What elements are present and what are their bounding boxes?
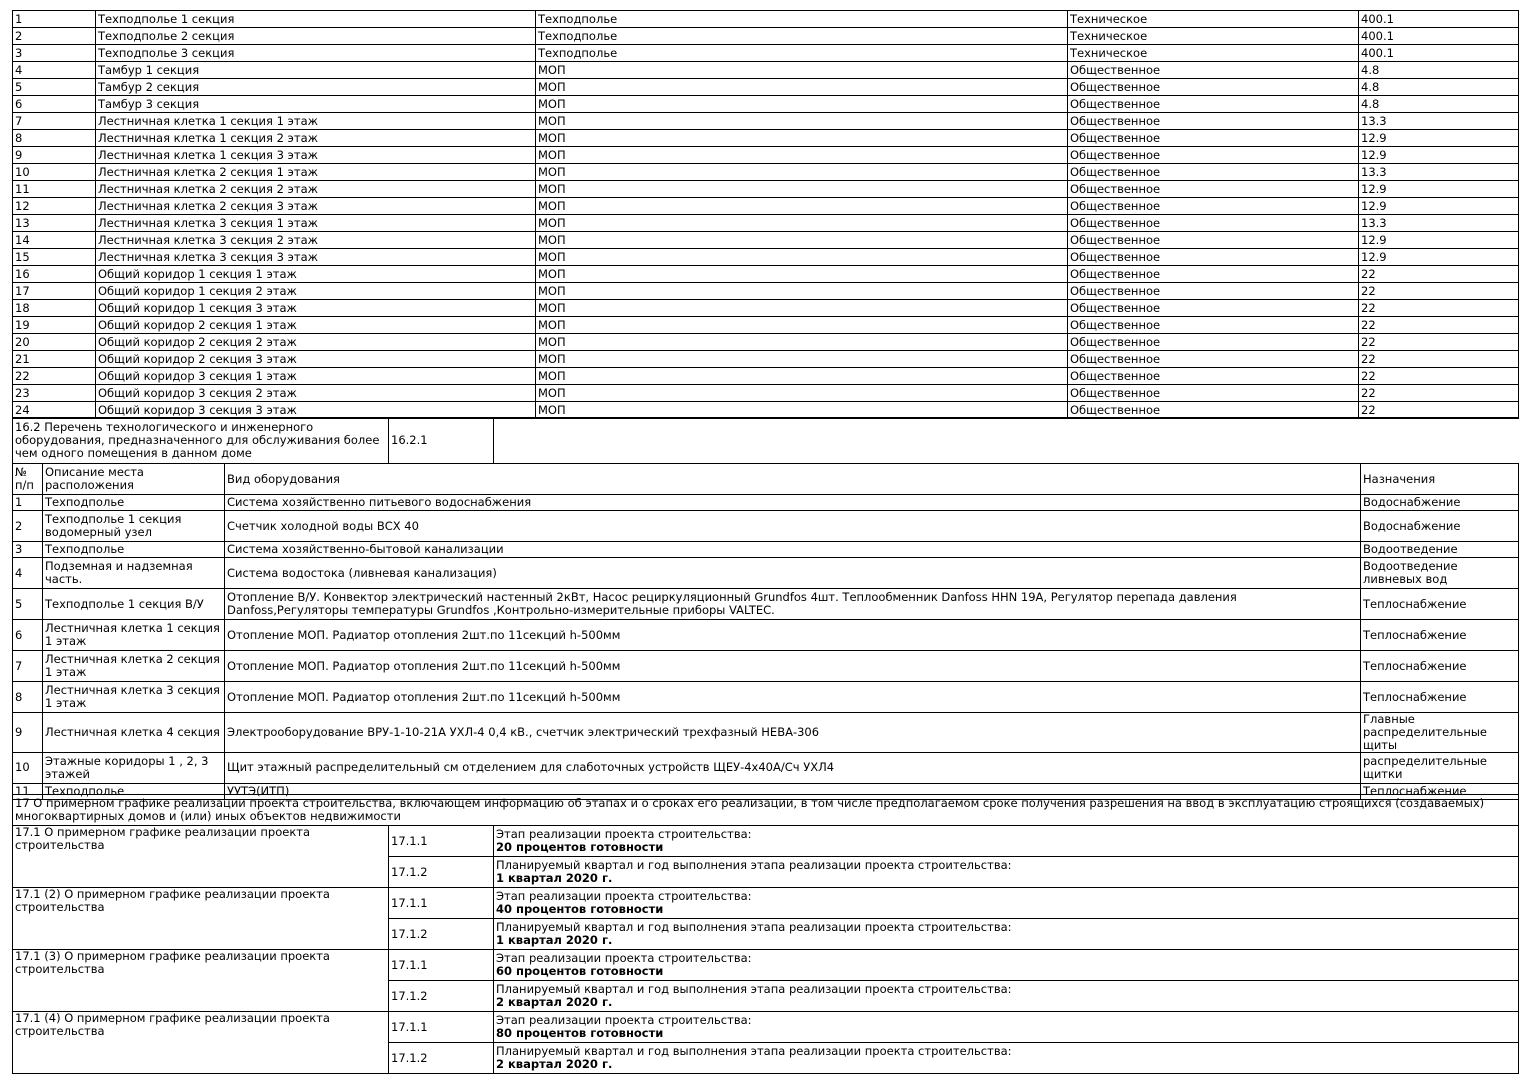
- room-area: 4.8: [1359, 62, 1519, 79]
- room-name: Тамбур 3 секция: [96, 96, 536, 113]
- room-number: 2: [13, 28, 96, 45]
- table-row: [13, 79, 1519, 96]
- schedule-table-body: [13, 826, 1519, 1074]
- room-category: Общественное: [1068, 368, 1359, 385]
- equipment-type: Электрооборудование ВРУ-1-10-21А УХЛ-4 0,4 кВ., счетчик электрический трехфазный НЕВА-306: [225, 713, 1361, 753]
- room-category: Общественное: [1068, 198, 1359, 215]
- room-area: 400.1: [1359, 45, 1519, 62]
- equipment-type: Отопление МОП. Радиатор отопления 2шт.по 11секций h-500мм: [225, 682, 1361, 713]
- room-area: 22: [1359, 334, 1519, 351]
- room-number: 19: [13, 317, 96, 334]
- room-name: Общий коридор 1 секция 1 этаж: [96, 266, 536, 283]
- room-type: Техподполье: [536, 28, 1068, 45]
- room-category: Общественное: [1068, 351, 1359, 368]
- room-category: Общественное: [1068, 317, 1359, 334]
- room-name: Тамбур 1 секция: [96, 62, 536, 79]
- table-row: [13, 752, 1519, 783]
- room-type: МОП: [536, 334, 1068, 351]
- stage-label: Этап реализации проекта строительства:: [496, 889, 752, 904]
- header-place: Описание места расположения: [43, 464, 225, 495]
- room-category: Общественное: [1068, 96, 1359, 113]
- room-name: Общий коридор 3 секция 3 этаж: [96, 402, 536, 419]
- room-number: 12: [13, 198, 96, 215]
- table-row: [13, 232, 1519, 249]
- header-purpose: Назначения: [1361, 464, 1519, 495]
- room-category: Общественное: [1068, 300, 1359, 317]
- room-category: Общественное: [1068, 130, 1359, 147]
- room-category: Общественное: [1068, 385, 1359, 402]
- room-number: 8: [13, 130, 96, 147]
- equipment-type: Система водостока (ливневая канализация): [225, 558, 1361, 589]
- equipment-table-body: [13, 495, 1519, 800]
- room-category: Общественное: [1068, 249, 1359, 266]
- equipment-number: 4: [13, 558, 43, 589]
- table-row: [13, 62, 1519, 79]
- stage-label: Этап реализации проекта строительства:: [496, 951, 752, 966]
- room-name: Лестничная клетка 1 секция 1 этаж: [96, 113, 536, 130]
- table-row: [13, 950, 1519, 981]
- room-type: МОП: [536, 385, 1068, 402]
- equipment-purpose: Теплоснабжение: [1361, 589, 1519, 620]
- room-number: 21: [13, 351, 96, 368]
- room-area: 400.1: [1359, 11, 1519, 28]
- room-category: Общественное: [1068, 402, 1359, 419]
- room-type: Техподполье: [536, 11, 1068, 28]
- stage-label: Этап реализации проекта строительства:: [496, 827, 752, 842]
- room-number: 1: [13, 11, 96, 28]
- empty-cell: [13, 919, 389, 950]
- equipment-place: Техподполье: [43, 783, 225, 799]
- schedule-quarter: [494, 1043, 1519, 1074]
- table-row: [13, 300, 1519, 317]
- room-name: Лестничная клетка 3 секция 3 этаж: [96, 249, 536, 266]
- room-category: Общественное: [1068, 62, 1359, 79]
- room-name: Тамбур 2 секция: [96, 79, 536, 96]
- room-area: 12.9: [1359, 232, 1519, 249]
- table-row: [13, 919, 1519, 950]
- equipment-type: Система хозяйственно питьевого водоснабжения: [225, 495, 1361, 511]
- equipment-number: 11: [13, 783, 43, 799]
- schedule-code: 17.1.2: [389, 857, 494, 888]
- equipment-number: 3: [13, 542, 43, 558]
- equipment-type: Счетчик холодной воды ВСХ 40: [225, 511, 1361, 542]
- schedule-stage: [494, 950, 1519, 981]
- room-area: 13.3: [1359, 215, 1519, 232]
- schedule-label: 17.1 О примерном графике реализации проекта строительства: [13, 826, 389, 857]
- room-name: Лестничная клетка 1 секция 2 этаж: [96, 130, 536, 147]
- schedule-label: 17.1 (2) О примерном графике реализации проекта строительства: [13, 888, 389, 919]
- schedule-stage: [494, 1012, 1519, 1043]
- quarter-label: Планируемый квартал и год выполнения этапа реализации проекта строительства:: [496, 1044, 1012, 1059]
- room-type: МОП: [536, 79, 1068, 96]
- table-row: [13, 495, 1519, 511]
- equipment-number: 5: [13, 589, 43, 620]
- equipment-purpose: Теплоснабжение: [1361, 651, 1519, 682]
- table-row: [13, 198, 1519, 215]
- equipment-type: УУТЭ(ИТП): [225, 783, 1361, 799]
- rooms-table-body: [13, 11, 1519, 419]
- room-number: 24: [13, 402, 96, 419]
- equipment-place: Этажные коридоры 1 , 2, 3 этажей: [43, 752, 225, 783]
- room-type: МОП: [536, 283, 1068, 300]
- equipment-number: 10: [13, 752, 43, 783]
- equipment-place: Подземная и надземная часть.: [43, 558, 225, 589]
- room-type: МОП: [536, 317, 1068, 334]
- equipment-place: Техподполье: [43, 495, 225, 511]
- schedule-stage: [494, 888, 1519, 919]
- table-row: [13, 164, 1519, 181]
- schedule-label: 17.1 (3) О примерном графике реализации проекта строительства: [13, 950, 389, 981]
- equipment-table: [12, 463, 1519, 800]
- table-row: [13, 368, 1519, 385]
- room-category: Общественное: [1068, 181, 1359, 198]
- room-type: МОП: [536, 232, 1068, 249]
- equipment-purpose: Водоотведение: [1361, 542, 1519, 558]
- room-name: Лестничная клетка 2 секция 1 этаж: [96, 164, 536, 181]
- stage-value: 40 процентов готовности: [496, 902, 664, 916]
- room-area: 12.9: [1359, 147, 1519, 164]
- table-row: [13, 45, 1519, 62]
- table-row: [13, 857, 1519, 888]
- section-16-2-code: 16.2.1: [389, 418, 494, 464]
- table-row: [13, 181, 1519, 198]
- room-area: 13.3: [1359, 164, 1519, 181]
- room-number: 14: [13, 232, 96, 249]
- table-row: [13, 651, 1519, 682]
- schedule-label: 17.1 (4) О примерном графике реализации проекта строительства: [13, 1012, 389, 1043]
- room-name: Техподполье 2 секция: [96, 28, 536, 45]
- equipment-number: 9: [13, 713, 43, 753]
- table-row: [13, 511, 1519, 542]
- room-category: Техническое: [1068, 45, 1359, 62]
- empty-cell: [13, 857, 389, 888]
- equipment-type: Отопление МОП. Радиатор отопления 2шт.по 11секций h-500мм: [225, 620, 1361, 651]
- room-category: Техническое: [1068, 28, 1359, 45]
- equipment-number: 8: [13, 682, 43, 713]
- room-area: 12.9: [1359, 181, 1519, 198]
- room-name: Лестничная клетка 3 секция 1 этаж: [96, 215, 536, 232]
- schedule-stage: [494, 826, 1519, 857]
- table-row: [13, 1043, 1519, 1074]
- rooms-table: [12, 10, 1519, 419]
- equipment-number: 6: [13, 620, 43, 651]
- room-number: 9: [13, 147, 96, 164]
- table-row: [13, 713, 1519, 753]
- room-type: МОП: [536, 147, 1068, 164]
- stage-value: 20 процентов готовности: [496, 840, 664, 854]
- room-area: 22: [1359, 317, 1519, 334]
- equipment-place: Техподполье 1 секция В/У: [43, 589, 225, 620]
- table-row: [13, 215, 1519, 232]
- room-type: МОП: [536, 368, 1068, 385]
- room-type: МОП: [536, 402, 1068, 419]
- schedule-code: 17.1.2: [389, 919, 494, 950]
- table-row: [13, 981, 1519, 1012]
- schedule-code: 17.1.2: [389, 981, 494, 1012]
- room-name: Лестничная клетка 1 секция 3 этаж: [96, 147, 536, 164]
- equipment-type: Отопление МОП. Радиатор отопления 2шт.по 11секций h-500мм: [225, 651, 1361, 682]
- room-number: 13: [13, 215, 96, 232]
- schedule-code: 17.1.1: [389, 888, 494, 919]
- room-type: МОП: [536, 181, 1068, 198]
- table-row: [13, 11, 1519, 28]
- stage-value: 80 процентов готовности: [496, 1026, 664, 1040]
- room-type: МОП: [536, 62, 1068, 79]
- room-number: 3: [13, 45, 96, 62]
- table-row: [13, 28, 1519, 45]
- room-name: Лестничная клетка 2 секция 3 этаж: [96, 198, 536, 215]
- room-number: 7: [13, 113, 96, 130]
- room-category: Общественное: [1068, 334, 1359, 351]
- table-row: [13, 888, 1519, 919]
- room-area: 4.8: [1359, 79, 1519, 96]
- room-type: МОП: [536, 96, 1068, 113]
- room-name: Лестничная клетка 3 секция 2 этаж: [96, 232, 536, 249]
- room-number: 22: [13, 368, 96, 385]
- room-number: 23: [13, 385, 96, 402]
- room-category: Общественное: [1068, 164, 1359, 181]
- room-area: 12.9: [1359, 130, 1519, 147]
- quarter-label: Планируемый квартал и год выполнения этапа реализации проекта строительства:: [496, 858, 1012, 873]
- equipment-purpose: распределительные щитки: [1361, 752, 1519, 783]
- room-type: МОП: [536, 351, 1068, 368]
- room-area: 12.9: [1359, 198, 1519, 215]
- room-area: 22: [1359, 283, 1519, 300]
- table-row: [13, 620, 1519, 651]
- table-row: [13, 826, 1519, 857]
- table-row: [13, 351, 1519, 368]
- table-row: [13, 1012, 1519, 1043]
- section-17-table: [12, 794, 1519, 826]
- equipment-place: Техподполье 1 секция водомерный узел: [43, 511, 225, 542]
- room-area: 13.3: [1359, 113, 1519, 130]
- table-row: [13, 113, 1519, 130]
- schedule-code: 17.1.1: [389, 1012, 494, 1043]
- room-area: 22: [1359, 368, 1519, 385]
- room-area: 22: [1359, 385, 1519, 402]
- schedule-table: [12, 825, 1519, 1074]
- room-category: Техническое: [1068, 11, 1359, 28]
- room-type: МОП: [536, 215, 1068, 232]
- room-type: Техподполье: [536, 45, 1068, 62]
- room-area: 4.8: [1359, 96, 1519, 113]
- room-name: Лестничная клетка 2 секция 2 этаж: [96, 181, 536, 198]
- room-number: 18: [13, 300, 96, 317]
- stage-value: 60 процентов готовности: [496, 964, 664, 978]
- table-row: [13, 682, 1519, 713]
- room-type: МОП: [536, 113, 1068, 130]
- room-name: Общий коридор 2 секция 3 этаж: [96, 351, 536, 368]
- table-row: [13, 283, 1519, 300]
- room-name: Общий коридор 1 секция 2 этаж: [96, 283, 536, 300]
- equipment-type: Система хозяйственно-бытовой канализации: [225, 542, 1361, 558]
- room-number: 6: [13, 96, 96, 113]
- equipment-purpose: Теплоснабжение: [1361, 620, 1519, 651]
- room-area: 12.9: [1359, 249, 1519, 266]
- schedule-code: 17.1.1: [389, 950, 494, 981]
- empty-cell: [13, 1043, 389, 1074]
- equipment-type: Отопление В/У. Конвектор электрический настенный 2кВт, Насос рециркуляционный Grundfos 4шт. Теплообменник Danfoss HHN 19A, Регулятор перепада давления Danfoss,Регуляторы температуры Grundfos ,Контрольно-измерительные приборы VALTEC.: [225, 589, 1361, 620]
- room-area: 400.1: [1359, 28, 1519, 45]
- room-category: Общественное: [1068, 215, 1359, 232]
- room-number: 16: [13, 266, 96, 283]
- equipment-place: Лестничная клетка 4 секция: [43, 713, 225, 753]
- room-category: Общественное: [1068, 113, 1359, 130]
- room-name: Общий коридор 2 секция 1 этаж: [96, 317, 536, 334]
- table-row: [13, 249, 1519, 266]
- room-type: МОП: [536, 300, 1068, 317]
- table-row: [13, 266, 1519, 283]
- table-row: [13, 334, 1519, 351]
- table-row: [13, 558, 1519, 589]
- equipment-place: Техподполье: [43, 542, 225, 558]
- room-name: Техподполье 3 секция: [96, 45, 536, 62]
- quarter-value: 2 квартал 2020 г.: [496, 1057, 613, 1071]
- table-row: [13, 130, 1519, 147]
- room-number: 10: [13, 164, 96, 181]
- room-number: 15: [13, 249, 96, 266]
- room-area: 22: [1359, 402, 1519, 419]
- room-number: 4: [13, 62, 96, 79]
- room-area: 22: [1359, 351, 1519, 368]
- equipment-place: Лестничная клетка 2 секция 1 этаж: [43, 651, 225, 682]
- quarter-label: Планируемый квартал и год выполнения этапа реализации проекта строительства:: [496, 920, 1012, 935]
- equipment-place: Лестничная клетка 1 секция 1 этаж: [43, 620, 225, 651]
- schedule-quarter: [494, 981, 1519, 1012]
- room-name: Общий коридор 3 секция 1 этаж: [96, 368, 536, 385]
- header-type: Вид оборудования: [225, 464, 1361, 495]
- quarter-value: 2 квартал 2020 г.: [496, 995, 613, 1009]
- table-row: [13, 542, 1519, 558]
- quarter-label: Планируемый квартал и год выполнения этапа реализации проекта строительства:: [496, 982, 1012, 997]
- stage-label: Этап реализации проекта строительства:: [496, 1013, 752, 1028]
- room-area: 22: [1359, 266, 1519, 283]
- equipment-purpose: Теплоснабжение: [1361, 783, 1519, 799]
- section-16-2-title: 16.2 Перечень технологического и инженерного оборудования, предназначенного для обслуживания более чем одного помещения в данном доме: [13, 418, 389, 464]
- equipment-purpose: Водоотведение ливневых вод: [1361, 558, 1519, 589]
- equipment-number: 2: [13, 511, 43, 542]
- room-number: 20: [13, 334, 96, 351]
- table-row: [13, 402, 1519, 419]
- room-type: МОП: [536, 130, 1068, 147]
- room-number: 17: [13, 283, 96, 300]
- equipment-type: Щит этажный распределительный см отделением для слаботочных устройств ЩЕУ-4х40А/Сч УХЛ4: [225, 752, 1361, 783]
- equipment-purpose: Главные распределительные щиты: [1361, 713, 1519, 753]
- schedule-code: 17.1.1: [389, 826, 494, 857]
- room-number: 5: [13, 79, 96, 96]
- schedule-code: 17.1.2: [389, 1043, 494, 1074]
- section-16-2-table: [12, 417, 1519, 464]
- schedule-quarter: [494, 919, 1519, 950]
- room-category: Общественное: [1068, 147, 1359, 164]
- room-number: 11: [13, 181, 96, 198]
- equipment-number: 7: [13, 651, 43, 682]
- room-type: МОП: [536, 198, 1068, 215]
- room-name: Общий коридор 1 секция 3 этаж: [96, 300, 536, 317]
- room-name: Техподполье 1 секция: [96, 11, 536, 28]
- room-area: 22: [1359, 300, 1519, 317]
- room-category: Общественное: [1068, 232, 1359, 249]
- room-name: Общий коридор 3 секция 2 этаж: [96, 385, 536, 402]
- table-row: [13, 96, 1519, 113]
- section-17-title: 17 О примерном графике реализации проекта строительства, включающем информацию об этапах и о сроках его реализации, в том числе предполагаемом сроке получения разрешения на ввод в эксплуатацию строящихся (создаваемых) многоквартирных домов и (или) иных объектов недвижимости: [13, 795, 1519, 826]
- room-category: Общественное: [1068, 283, 1359, 300]
- table-row: [13, 147, 1519, 164]
- table-row: [13, 317, 1519, 334]
- header-num: № п/п: [13, 464, 43, 495]
- equipment-number: 1: [13, 495, 43, 511]
- table-row: [13, 385, 1519, 402]
- equipment-purpose: Теплоснабжение: [1361, 682, 1519, 713]
- room-category: Общественное: [1068, 266, 1359, 283]
- room-type: МОП: [536, 249, 1068, 266]
- equipment-place: Лестничная клетка 3 секция 1 этаж: [43, 682, 225, 713]
- room-name: Общий коридор 2 секция 2 этаж: [96, 334, 536, 351]
- schedule-quarter: [494, 857, 1519, 888]
- equipment-purpose: Водоснабжение: [1361, 495, 1519, 511]
- room-type: МОП: [536, 164, 1068, 181]
- empty-cell: [13, 981, 389, 1012]
- empty-cell: [494, 418, 1519, 464]
- equipment-purpose: Водоснабжение: [1361, 511, 1519, 542]
- table-row: [13, 589, 1519, 620]
- quarter-value: 1 квартал 2020 г.: [496, 871, 613, 885]
- room-type: МОП: [536, 266, 1068, 283]
- room-category: Общественное: [1068, 79, 1359, 96]
- quarter-value: 1 квартал 2020 г.: [496, 933, 613, 947]
